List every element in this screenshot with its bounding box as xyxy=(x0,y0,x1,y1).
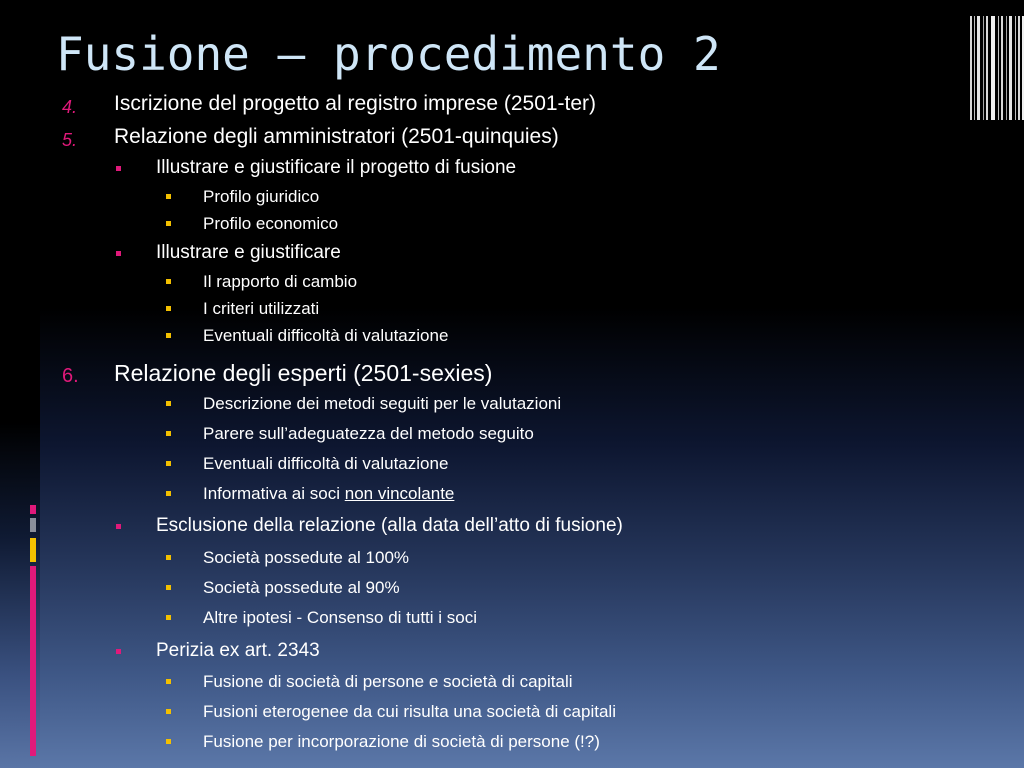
bullet-square-icon xyxy=(116,166,121,171)
bullet-square-icon xyxy=(116,649,121,654)
bullet-square-icon xyxy=(166,585,171,590)
underlined-text: non vincolante xyxy=(344,484,455,503)
bullet-square-icon xyxy=(166,615,171,620)
list-number-5: 5. xyxy=(62,130,78,150)
bullet-square-icon xyxy=(116,524,121,529)
bullet-square-icon xyxy=(166,333,171,338)
list-number-4: 4. xyxy=(62,97,78,117)
bullet-square-icon xyxy=(166,306,171,311)
bullet-square-icon xyxy=(116,251,121,256)
bullet-square-icon xyxy=(166,401,171,406)
bullet-square-icon xyxy=(166,739,171,744)
slide-title: Fusione – procedimento 2 xyxy=(56,27,721,81)
slide-content: 4. Iscrizione del progetto al registro imprese (2501-ter) 5. Relazione degli amministratori (2501-quinquies) Illustrare e giustificare il progetto di fusione Profilo giuridico Profilo economico Illustrare e giustificare Il rapporto di cambio I criteri utilizzati Eventuali difficoltà di valutazione 6. Relazione degli esperti (2501-sexies) Descrizione dei metodi seguiti per le valutazioni Parere sull’adeguatezza del metodo seguito Eventuali difficoltà di valutazione Informativa ai soci non vincolante Esclusione della relazione (alla data dell’atto di fusione) Società possedute al 100% Società possedute al 90% Altre ipotesi - Consenso di tutti i soci Perizia ex art. 2343 Fusione di società di persone e società di capitali Fusioni eterogenee da cui risulta una società di capitali Fusione per incorporazione di società di persone (!?) xyxy=(62,92,623,751)
bullet-square-icon xyxy=(166,221,171,226)
bullet-square-icon xyxy=(166,194,171,199)
bullet-square-icon xyxy=(166,279,171,284)
bullet-square-icon xyxy=(166,491,171,496)
bullet-square-icon xyxy=(166,555,171,560)
bullet-square-icon xyxy=(166,431,171,436)
bullet-square-icon xyxy=(166,679,171,684)
bullet-square-icon xyxy=(166,461,171,466)
list-number-6: 6. xyxy=(62,365,79,387)
bullet-square-icon xyxy=(166,709,171,714)
